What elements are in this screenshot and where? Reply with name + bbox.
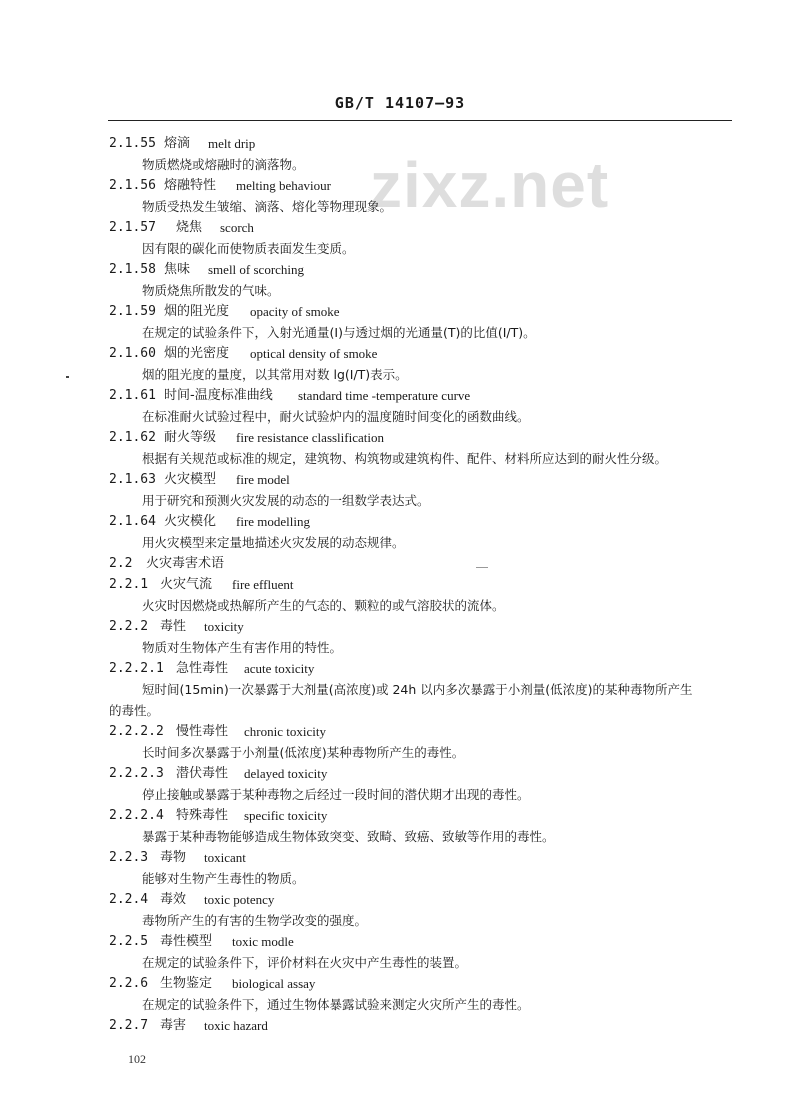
- term-entry: [0, 175, 800, 217]
- term-entry: [0, 343, 800, 385]
- term-definition: 用于研究和预测火灾发展的动态的一组数学表达式。: [142, 493, 430, 508]
- term-en: acute toxicity: [244, 661, 315, 676]
- term-en: scorch: [220, 220, 254, 235]
- term-list: [0, 133, 800, 1036]
- term-en: toxic modle: [232, 934, 294, 949]
- term-definition: 毒物所产生的有害的生物学改变的强度。: [142, 913, 368, 928]
- term-definition: 短时间(15min)一次暴露于大剂量(高浓度)或 24h 以内多次暴露于小剂量(低浓度)的某种毒物所产生的毒性。: [109, 682, 693, 718]
- term-en: fire modelling: [236, 514, 311, 529]
- term-number: 2.2.6: [109, 976, 149, 991]
- term-number: 2.1.63: [109, 472, 156, 487]
- term-zh: 潜伏毒性: [176, 766, 229, 781]
- term-number: 2.2.2.3: [109, 766, 164, 781]
- term-en: fire model: [236, 472, 290, 487]
- term-number: 2.1.57: [109, 220, 156, 235]
- term-definition: 物质对生物体产生有害作用的特性。: [142, 640, 343, 655]
- term-number: 2.2.3: [109, 850, 149, 865]
- term-zh: 生物鉴定: [160, 976, 213, 991]
- term-zh: 烟的光密度: [164, 346, 230, 361]
- term-number: 2.2.2: [109, 619, 149, 634]
- term-entry: [0, 847, 800, 889]
- term-entry: [0, 511, 800, 553]
- term-entry: [0, 259, 800, 301]
- term-number: 2.2.4: [109, 892, 149, 907]
- term-zh: 火灾模化: [164, 514, 217, 529]
- term-number: 2.2.7: [109, 1018, 149, 1033]
- term-zh: 火灾气流: [160, 577, 213, 592]
- term-number: 2.1.56: [109, 178, 156, 193]
- term-zh: 毒性: [160, 619, 187, 634]
- term-entry: [0, 721, 800, 763]
- term-en: opacity of smoke: [250, 304, 340, 319]
- term-entry: [0, 427, 800, 469]
- term-entry: [0, 973, 800, 1015]
- term-en: toxic potency: [204, 892, 275, 907]
- term-en: delayed toxicity: [244, 766, 328, 781]
- term-definition: 能够对生物产生毒性的物质。: [142, 871, 305, 886]
- term-entry: [0, 1015, 800, 1036]
- term-zh: 特殊毒性: [176, 808, 229, 823]
- term-number: 2.1.61: [109, 388, 156, 403]
- term-en: specific toxicity: [244, 808, 328, 823]
- term-zh: 焦味: [164, 262, 191, 277]
- term-entry: [0, 301, 800, 343]
- term-definition: 在标准耐火试验过程中，耐火试验炉内的温度随时间变化的函数曲线。: [142, 409, 530, 424]
- term-definition: 在规定的试验条件下，通过生物体暴露试验来测定火灾所产生的毒性。: [142, 997, 530, 1012]
- term-number: 2.2.1: [109, 577, 149, 592]
- term-number: 2.1.59: [109, 304, 156, 319]
- term-entry: [0, 763, 800, 805]
- term-number: 2.1.58: [109, 262, 156, 277]
- term-number: 2.1.62: [109, 430, 156, 445]
- page-number: 102: [128, 1052, 146, 1066]
- term-definition: 停止接触或暴露于某种毒物之后经过一段时间的潜伏期才出现的毒性。: [142, 787, 530, 802]
- term-en: toxicity: [204, 619, 244, 634]
- term-en: melt drip: [208, 136, 256, 151]
- term-number: 2.1.60: [109, 346, 156, 361]
- section-title: 火灾毒害术语: [146, 556, 225, 571]
- term-definition: 在规定的试验条件下，入射光通量(I)与透过烟的光通量(T)的比值(I/T)。: [142, 325, 536, 340]
- term-entry: [0, 805, 800, 847]
- term-en: smell of scorching: [208, 262, 305, 277]
- term-definition: 火灾时因燃烧或热解所产生的气态的、颗粒的或气溶胶状的流体。: [142, 598, 505, 613]
- term-entry: [0, 931, 800, 973]
- term-en: melting behaviour: [236, 178, 331, 193]
- term-entry: [0, 889, 800, 931]
- term-entry: [0, 385, 800, 427]
- term-en: toxic hazard: [204, 1018, 268, 1033]
- term-zh: 烧焦: [176, 220, 203, 235]
- term-number: 2.2.2.1: [109, 661, 164, 676]
- term-zh: 熔滴: [164, 136, 191, 151]
- term-definition: 根据有关规范或标准的规定，建筑物、构筑物或建筑构件、配件、材料所应达到的耐火性分级。: [142, 451, 668, 466]
- term-zh: 耐火等级: [164, 430, 217, 445]
- term-zh: 急性毒性: [176, 661, 229, 676]
- term-number: 2.2.2.4: [109, 808, 164, 823]
- section-heading: [0, 553, 800, 574]
- term-definition: 长时间多次暴露于小剂量(低浓度)某种毒物所产生的毒性。: [142, 745, 465, 760]
- term-entry: [0, 217, 800, 259]
- term-definition: 物质烧焦所散发的气味。: [142, 283, 280, 298]
- term-number: 2.1.64: [109, 514, 156, 529]
- term-zh: 熔融特性: [164, 178, 217, 193]
- term-definition: 暴露于某种毒物能够造成生物体致突变、致畸、致癌、致敏等作用的毒性。: [142, 829, 555, 844]
- term-en: fire resistance classlification: [236, 430, 384, 445]
- term-entry: [0, 133, 800, 175]
- term-number: 2.2.2.2: [109, 724, 164, 739]
- doc-code-header: GB/T 14107—93: [334, 94, 466, 112]
- term-definition: 物质燃烧或熔融时的滴落物。: [142, 157, 305, 172]
- watermark: zixz.net: [370, 149, 610, 221]
- term-entry: [0, 616, 800, 658]
- term-entry: [0, 574, 800, 616]
- section-number: 2.2: [109, 556, 133, 571]
- term-zh: 时间-温度标准曲线: [164, 388, 273, 403]
- term-definition: 用火灾模型来定量地描述火灾发展的动态规律。: [142, 535, 405, 550]
- term-number: 2.1.55: [109, 136, 156, 151]
- term-zh: 毒害: [160, 1018, 187, 1033]
- term-en: toxicant: [204, 850, 246, 865]
- term-zh: 烟的阻光度: [164, 304, 230, 319]
- header-rule: [108, 120, 732, 121]
- term-definition: 在规定的试验条件下，评价材料在火灾中产生毒性的装置。: [142, 955, 468, 970]
- term-zh: 慢性毒性: [176, 724, 229, 739]
- term-entry: [0, 658, 800, 721]
- term-entry: [0, 469, 800, 511]
- term-definition: 因有限的碳化而使物质表面发生变质。: [142, 241, 355, 256]
- term-definition: 烟的阻光度的量度，以其常用对数 lg(I/T)表示。: [142, 367, 408, 382]
- term-en: biological assay: [232, 976, 316, 991]
- term-zh: 毒性模型: [160, 934, 213, 949]
- term-en: chronic toxicity: [244, 724, 326, 739]
- term-zh: 毒物: [160, 850, 187, 865]
- term-number: 2.2.5: [109, 934, 149, 949]
- term-zh: 毒效: [160, 892, 187, 907]
- term-en: fire effluent: [232, 577, 294, 592]
- term-definition: 物质受热发生皱缩、滴落、熔化等物理现象。: [142, 199, 393, 214]
- term-en: optical density of smoke: [250, 346, 378, 361]
- term-en: standard time -temperature curve: [298, 388, 471, 403]
- term-zh: 火灾模型: [164, 472, 217, 487]
